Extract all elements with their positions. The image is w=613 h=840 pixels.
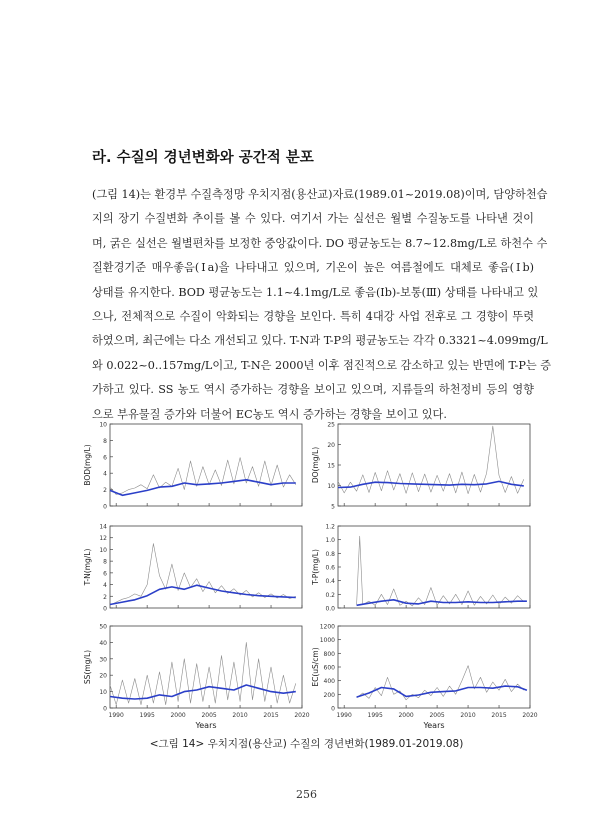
y-tick-label: 0.8 <box>325 550 335 558</box>
y-tick-label: 12 <box>99 535 107 543</box>
x-tick-label: 2010 <box>460 712 476 719</box>
y-axis-label: DO(mg/L) <box>311 446 320 484</box>
body-paragraph <box>92 183 552 427</box>
y-tick-label: 30 <box>99 656 107 664</box>
y-tick-label: 25 <box>327 421 335 429</box>
y-tick-label: 10 <box>99 421 107 429</box>
plot-frame <box>338 424 530 506</box>
x-axis-label: Years <box>423 721 445 730</box>
y-tick-label: 8 <box>103 437 107 445</box>
paragraph-line: 하였으며, 최근에는 다소 개선되고 있다. T-N과 T-P의 평균농도는 각각 0.3321~4.099mg/L <box>92 334 548 348</box>
x-tick-label: 2015 <box>263 712 279 719</box>
y-tick-label: 10 <box>327 483 335 490</box>
y-tick-label: 0.6 <box>325 564 335 572</box>
chart-panel <box>311 524 530 613</box>
y-tick-label: 6 <box>103 570 107 578</box>
page-number: 256 <box>296 788 317 801</box>
y-tick-label: 2 <box>103 593 107 601</box>
y-tick-label: 4 <box>103 582 107 590</box>
x-tick-label: 2000 <box>170 712 186 719</box>
x-axis-label: Years <box>195 721 217 730</box>
y-tick-label: 50 <box>99 623 107 631</box>
y-tick-label: 0 <box>103 705 107 713</box>
y-tick-label: 0 <box>103 605 107 613</box>
plot-frame <box>110 424 302 506</box>
y-tick-label: 0.2 <box>325 591 335 599</box>
x-tick-label: 1990 <box>336 712 352 719</box>
x-tick-label: 2020 <box>522 712 538 719</box>
paragraph-line: 질환경기준 매우좋음(Ⅰa)을 나타내고 있으며, 기온이 높은 여름철에도 대체로 좋음(Ⅰb) <box>92 261 534 275</box>
paragraph-line: 가하고 있다. SS 농도 역시 증가하는 경향을 보이고 있으며, 지류들의 하천정비 등의 영향 <box>92 383 534 397</box>
chart-panel <box>83 624 310 731</box>
chart-panel <box>311 624 538 731</box>
y-axis-label: SS(mg/L) <box>83 649 92 685</box>
x-tick-label: 2020 <box>294 712 310 719</box>
y-tick-label: 1.2 <box>325 523 335 531</box>
chart-panel <box>83 422 302 511</box>
y-tick-label: 2 <box>103 487 107 495</box>
paragraph-line: 상태를 유지한다. BOD 평균농도는 1.1~4.1mg/L로 좋음(Ⅰb)-보통(Ⅲ) 상태를 나타내고 있 <box>92 285 539 299</box>
section-heading: 라. 수질의 경년변화와 공간적 분포 <box>92 150 314 166</box>
y-tick-label: 0.4 <box>325 578 335 586</box>
plot-frame <box>338 626 530 708</box>
y-tick-label: 40 <box>99 639 107 647</box>
y-tick-label: 1000 <box>319 637 335 645</box>
y-tick-label: 1200 <box>319 623 335 631</box>
y-tick-label: 800 <box>323 650 335 658</box>
y-tick-label: 20 <box>99 672 107 680</box>
y-tick-label: 14 <box>99 523 107 531</box>
paragraph-line: 지의 장기 수질변화 추이를 볼 수 있다. 여기서 가는 실선은 월별 수질농도를 나타낸 것이 <box>92 212 534 226</box>
y-tick-label: 15 <box>327 462 335 470</box>
y-tick-label: 0 <box>103 503 107 511</box>
y-tick-label: 10 <box>99 546 107 554</box>
paragraph-line: 와 0.022~0..157mg/L이고, T-N은 2000년 이후 점진적으로 감소하고 있는 반면에 T-P는 증 <box>92 358 552 372</box>
paragraph-line: 으나, 전체적으로 수질이 악화되는 경향을 보인다. 특히 4대강 사업 전후로 그 경향이 뚜렷 <box>92 309 534 323</box>
x-tick-label: 1995 <box>139 712 155 719</box>
y-tick-label: 20 <box>327 442 335 449</box>
chart-panel <box>311 422 530 511</box>
chart-panel <box>83 524 302 613</box>
paragraph-line: 며, 굵은 실선은 월별편차를 보정한 중앙값이다. DO 평균농도는 8.7~12.8mg/L로 하천수 수 <box>92 236 548 250</box>
x-tick-label: 2010 <box>232 712 248 719</box>
y-tick-label: 1.0 <box>325 537 335 545</box>
y-tick-label: 8 <box>103 558 107 566</box>
y-tick-label: 400 <box>323 678 335 686</box>
x-tick-label: 1990 <box>108 712 124 719</box>
y-tick-label: 200 <box>323 691 335 699</box>
paragraph-line: 으로 부유물질 증가와 더불어 EC농도 역시 증가하는 경향을 보이고 있다. <box>92 407 447 421</box>
x-tick-label: 2015 <box>491 712 507 719</box>
y-tick-label: 0.0 <box>325 605 335 613</box>
y-axis-label: T-P(mg/L) <box>311 549 320 585</box>
y-tick-label: 0 <box>331 705 335 713</box>
y-axis-label: BOD(mg/L) <box>83 444 92 486</box>
paragraph-line: (그림 14)는 환경부 수질측정망 우치지점(용산교)자료(1989.01~2019.08)이며, 담양하천습 <box>92 188 548 201</box>
water-quality-figure <box>80 418 538 733</box>
y-tick-label: 6 <box>103 454 107 462</box>
y-tick-label: 600 <box>323 664 335 672</box>
y-axis-label: T-N(mg/L) <box>83 548 92 586</box>
x-tick-label: 2005 <box>429 712 445 719</box>
y-axis-label: EC(uS/cm) <box>311 647 320 687</box>
y-tick-label: 4 <box>103 470 107 478</box>
x-tick-label: 1995 <box>367 712 383 719</box>
y-tick-label: 5 <box>331 503 335 511</box>
figure-caption: <그림 14> 우치지점(용산교) 수질의 경년변화(1989.01-2019.08) <box>149 738 464 750</box>
x-tick-label: 2005 <box>201 712 217 719</box>
x-tick-label: 2000 <box>398 712 414 719</box>
y-tick-label: 10 <box>99 689 107 697</box>
